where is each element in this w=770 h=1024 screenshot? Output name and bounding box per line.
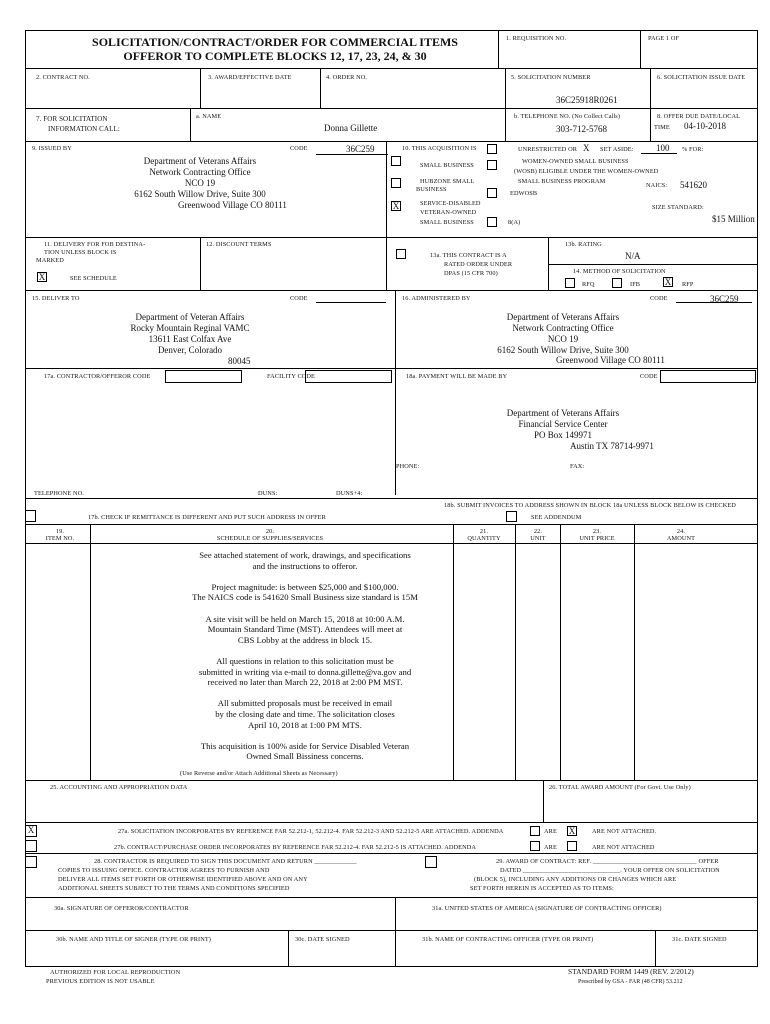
page-of-label: PAGE 1 OF xyxy=(648,35,680,42)
payment-line-1: Department of Veterans Affairs xyxy=(506,408,620,418)
info-call-label-1: 7. FOR SOLICITATION xyxy=(36,115,108,123)
acquisition-label: 10. THIS ACQUISITION IS xyxy=(402,145,477,152)
form-title-line1: SOLICITATION/CONTRACT/ORDER FOR COMMERCIAL ITEMS xyxy=(92,35,458,49)
remittance-checkbox[interactable] xyxy=(25,510,36,522)
schedule-text-line xyxy=(150,730,460,741)
sdvosb-checkbox[interactable] xyxy=(391,201,401,211)
eight-a-checkbox[interactable] xyxy=(487,217,497,227)
signature-officer-label: 31a. UNITED STATES OF AMERICA (SIGNATURE OF CONTRACTING OFFICER) xyxy=(432,905,662,912)
ifb-checkbox[interactable] xyxy=(612,278,622,288)
clause-27a-x: X xyxy=(27,825,35,835)
sdvosb-x: X xyxy=(392,201,400,211)
block-28-line-1: 28. CONTRACTOR IS REQUIRED TO SIGN THIS DOCUMENT AND RETURN _____________ xyxy=(94,858,357,865)
schedule-text-line: and the instructions to offeror. xyxy=(252,560,358,571)
telephone-no-label: TELEPHONE NO. xyxy=(34,490,84,497)
unrestricted-checkbox[interactable] xyxy=(487,144,497,154)
schedule-text-line: All submitted proposals must be received in email xyxy=(217,698,393,709)
deliver-code-label: CODE xyxy=(290,295,308,302)
admin-line-3: NCO 19 xyxy=(547,334,579,344)
footer-previous-edition: PREVIOUS EDITION IS NOT USABLE xyxy=(46,978,155,985)
col-item-num: 19. xyxy=(55,528,65,535)
rfp-label: RFP xyxy=(682,281,694,288)
block-29-line-1: 29. AWARD OF CONTRACT: REF. ________________________________ OFFER xyxy=(496,858,719,865)
administered-by-label: 16. ADMINISTERED BY xyxy=(402,295,471,302)
sdvosb-label-2: VETERAN-OWNED xyxy=(420,209,477,216)
27b-are-not-label: ARE NOT ATTACHED xyxy=(592,844,655,851)
schedule-description xyxy=(150,550,460,762)
clause-27a-label: 27a. SOLICITATION INCORPORATES BY REFERENCE FAR 52.212-1, 52.212-4. FAR 52.212-3 AND 52.212-5 ARE ATTACHED. ADDENDA xyxy=(118,828,504,835)
schedule-text-line xyxy=(150,688,460,699)
contact-name: Donna Gillette xyxy=(324,123,378,133)
delivery-label-3: MARKED xyxy=(36,257,64,264)
payment-line-4: Austin TX 78714-9971 xyxy=(570,441,654,451)
deliver-line-1: Department of Veteran Affairs xyxy=(135,312,245,322)
schedule-text-line: by the closing date and time. The solicitation closes xyxy=(215,708,395,719)
27a-are-not-label: ARE NOT ATTACHED. xyxy=(592,828,657,835)
issued-line-2: Network Contracting Office xyxy=(149,167,251,177)
signature-offeror-label: 30a. SIGNATURE OF OFFEROR/CONTRACTOR xyxy=(54,905,189,912)
payment-line-2: Financial Service Center xyxy=(518,419,608,429)
block-29-line-4: SET FORTH HEREIN IS ACCEPTED AS TO ITEMS: xyxy=(470,885,614,892)
solicitation-number-value: 36C25918R0261 xyxy=(556,95,618,105)
27a-are-not-checkbox[interactable] xyxy=(567,826,577,836)
edwosb-label: EDWOSB xyxy=(510,190,538,197)
admin-line-5: Greenwood Village CO 80111 xyxy=(556,355,665,365)
27b-are-not-checkbox[interactable] xyxy=(567,841,577,851)
method-label: 14. METHOD OF SOLICITATION xyxy=(573,268,666,275)
issued-line-1: Department of Veterans Affairs xyxy=(143,156,257,166)
duns4-label: DUNS+4: xyxy=(336,490,363,497)
solicitation-number-label: 5. SOLICITATION NUMBER xyxy=(511,74,591,81)
rating-label: 13b. RATING xyxy=(565,241,602,248)
rfp-x: X xyxy=(664,277,672,287)
rated-label-1: 13a. THIS CONTRACT IS A xyxy=(430,252,507,259)
wosb-label-2: (WOSB) ELIGIBLE UNDER THE WOMEN-OWNED xyxy=(514,168,659,175)
continuation-note: (Use Reverse and/or Attach Additional Sheets as Necessary) xyxy=(180,770,338,777)
offer-due-label: 8. OFFER DUE DATE/LOCAL xyxy=(657,113,741,120)
col-item-label: ITEM NO. xyxy=(45,535,75,542)
admin-line-1: Department of Veterans Affairs xyxy=(506,312,620,322)
eight-a-label: 8(A) xyxy=(508,219,521,226)
facility-code-label: FACILITY CODE xyxy=(267,373,315,380)
issued-by-label: 9. ISSUED BY xyxy=(32,145,72,152)
issued-line-5: Greenwood Village CO 80111 xyxy=(178,200,287,210)
deliver-line-5: 80045 xyxy=(228,356,251,366)
wosb-label-3: SMALL BUSINESS PROGRAM xyxy=(518,178,606,185)
duns-label: DUNS: xyxy=(258,490,278,497)
clause-27b-label: 27b. CONTRACT/PURCHASE ORDER INCORPORATES BY REFERENCE FAR 52.212-4. FAR 52.212-5 IS ATTACHED. ADDENDA xyxy=(114,844,477,851)
block-28-line-3: DELIVER ALL ITEMS SET FORTH OR OTHERWISE IDENTIFIED ABOVE AND ON ANY xyxy=(58,876,308,883)
order-no-label: 4. ORDER NO. xyxy=(326,74,368,81)
sdvosb-label-3: SMALL BUSINESS xyxy=(420,219,474,226)
col-amount-num: 24. xyxy=(676,528,686,535)
offer-due-value: 04-10-2018 xyxy=(684,121,726,131)
signer-name-label: 30b. NAME AND TITLE OF SIGNER (TYPE OR PRINT) xyxy=(56,936,211,943)
date-signed-31c-label: 31c. DATE SIGNED xyxy=(672,936,727,943)
schedule-text-line: See attached statement of work, drawings, and specifications xyxy=(199,550,411,560)
col-unit-price-num: 23. xyxy=(592,528,602,535)
payment-line-3: PO Box 149971 xyxy=(533,430,592,440)
issued-code-value: 36C259 xyxy=(346,144,375,154)
col-schedule-label: SCHEDULE OF SUPPLIES/SERVICES xyxy=(216,535,324,542)
footer-authorized: AUTHORIZED FOR LOCAL REPRODUCTION xyxy=(50,969,181,976)
issue-date-label: 6. SOLICITATION ISSUE DATE xyxy=(657,74,746,81)
27a-are-label: ARE xyxy=(544,828,557,835)
set-aside-x: X xyxy=(583,143,590,153)
schedule-text-line: A site visit will be held on March 15, 2018 at 10:00 A.M. xyxy=(205,613,405,624)
award-date-label: 3. AWARD/EFFECTIVE DATE xyxy=(208,74,292,81)
payment-code-label: CODE xyxy=(640,373,658,380)
accounting-label: 25. ACCOUNTING AND APPROPRIATION DATA xyxy=(50,784,188,791)
col-quantity-label: QUANTITY xyxy=(467,535,501,542)
deliver-line-4: Denver, Colorado xyxy=(157,345,223,355)
schedule-text-line: submitted in writing via e-mail to donna.gillette@va.gov and xyxy=(198,666,412,677)
form-title-line2: OFFEROR TO COMPLETE BLOCKS 12, 17, 23, 24, & 30 xyxy=(123,49,427,63)
27a-are-checkbox[interactable] xyxy=(530,826,540,836)
col-unit-price-label: UNIT PRICE xyxy=(579,535,615,542)
rated-order-checkbox[interactable] xyxy=(396,249,406,259)
size-standard-value: $15 Million xyxy=(712,214,755,224)
rating-value: N/A xyxy=(625,251,641,261)
schedule-text-line: The NAICS code is 541620 Small Business size standard is 15M xyxy=(192,592,418,603)
block-28-line-4: ADDITIONAL SHEETS SUBJECT TO THE TERMS AND CONDITIONS SPECIFIED xyxy=(58,885,290,892)
time-label: TIME xyxy=(654,124,670,131)
block-29-line-2: DATED ______________________________. YOUR OFFER ON SOLICITATION xyxy=(500,867,720,874)
rfq-checkbox[interactable] xyxy=(565,278,575,288)
schedule-text-line: This acquisition is 100% aside for Service Disabled Veteran xyxy=(200,740,410,751)
block-29-line-3: (BLOCK 5), INCLUDING ANY ADDITIONS OR CHANGES WHICH ARE xyxy=(474,876,677,883)
wosb-label-1: WOMEN-OWNED SMALL BUSINESS xyxy=(522,158,629,165)
date-signed-30c-label: 30c. DATE SIGNED xyxy=(295,936,350,943)
size-standard-label: SIZE STANDARD: xyxy=(652,204,704,211)
col-quantity-num: 21. xyxy=(479,528,489,535)
see-schedule-label: SEE SCHEDULE xyxy=(70,275,117,282)
27b-are-label: ARE xyxy=(544,844,557,851)
admin-line-4: 6162 South Willow Drive, Suite 300 xyxy=(497,345,629,355)
requisition-no-label: 1. REQUISITION NO. xyxy=(506,35,567,42)
deliver-line-3: 13611 East Colfax Ave xyxy=(148,334,232,344)
issued-line-3: NCO 19 xyxy=(184,178,216,188)
rated-label-2: RATED ORDER UNDER xyxy=(444,261,513,268)
small-business-checkbox[interactable] xyxy=(391,156,401,166)
edwosb-checkbox[interactable] xyxy=(487,188,497,198)
rfp-checkbox[interactable] xyxy=(663,277,673,287)
see-schedule-x: X xyxy=(38,272,46,282)
admin-code-label: CODE xyxy=(650,295,668,302)
schedule-text-line: Project magnitude: is between $25,000 and $100,000. xyxy=(211,581,399,592)
issued-line-4: 6162 South Willow Drive, Suite 300 xyxy=(134,189,266,199)
deliver-line-2: Rocky Mountain Reginal VAMC xyxy=(130,323,250,333)
27b-are-checkbox[interactable] xyxy=(530,841,540,851)
total-award-label: 26. TOTAL AWARD AMOUNT (For Govt. Use Only) xyxy=(549,784,691,791)
naics-label: NAICS: xyxy=(646,182,668,189)
block-28-line-2: COPIES TO ISSUING OFFICE. CONTRACTOR AGREES TO FURNISH AND xyxy=(58,867,270,874)
hubzone-label-1: HUBZONE SMALL xyxy=(420,178,475,185)
col-unit-num: 22. xyxy=(533,528,543,535)
hubzone-label-2: BUSINESS xyxy=(416,186,447,193)
small-business-label: SMALL BUSINESS xyxy=(420,162,474,169)
schedule-text-line: received no later than March 22, 2018 at 2:00 PM MST. xyxy=(207,677,403,688)
wosb-checkbox[interactable] xyxy=(487,160,497,170)
schedule-text-line xyxy=(150,571,460,582)
schedule-text-line: All questions in relation to this solicitation must be xyxy=(216,655,394,666)
hubzone-checkbox[interactable] xyxy=(391,178,401,188)
sdvosb-label-1: SERVICE-DISABLED xyxy=(420,200,481,207)
payment-label: 18a. PAYMENT WILL BE MADE BY xyxy=(406,373,508,380)
col-schedule-num: 20. xyxy=(265,528,275,535)
col-amount-label: AMOUNT xyxy=(666,535,696,542)
schedule-text-line: Owned Small Bissiness concerns. xyxy=(246,751,364,762)
contractor-label: 17a. CONTRACTOR/OFFEROR CODE xyxy=(44,373,151,380)
clause-27b-checkbox[interactable] xyxy=(25,840,37,852)
footer-prescribed: Prescribed by GSA - FAR (48 CFR) 53.212 xyxy=(578,979,683,985)
info-call-label-2: INFORMATION CALL: xyxy=(48,125,120,133)
submit-invoices-label: 18b. SUBMIT INVOICES TO ADDRESS SHOWN IN BLOCK 18a UNLESS BLOCK BELOW IS CHECKED xyxy=(444,502,736,509)
27a-are-not-x: X xyxy=(568,826,576,836)
admin-code-value: 36C259 xyxy=(710,294,739,304)
telephone-value: 303-712-5768 xyxy=(556,124,607,134)
contract-no-label: 2. CONTRACT NO. xyxy=(36,74,90,81)
naics-value: 541620 xyxy=(680,180,707,190)
block-29-checkbox[interactable] xyxy=(425,856,437,868)
set-aside-label: SET ASIDE: xyxy=(600,146,634,153)
schedule-text-line xyxy=(150,603,460,614)
rated-label-3: DPAS (15 CFR 700) xyxy=(444,270,498,277)
see-schedule-checkbox[interactable] xyxy=(37,272,47,282)
schedule-text-line xyxy=(150,645,460,656)
clause-27a-checkbox[interactable] xyxy=(25,825,37,837)
deliver-to-label: 15. DELIVER TO xyxy=(32,295,80,302)
unrestricted-label: UNRESTRICTED OR xyxy=(518,146,578,153)
block-28-checkbox[interactable] xyxy=(25,856,37,868)
percent-for-label: % FOR: xyxy=(682,146,704,153)
name-label: a. NAME xyxy=(196,113,222,120)
phone-label: PHONE: xyxy=(396,463,420,470)
footer-form-number: STANDARD FORM 1449 (REV. 2/2012) xyxy=(568,967,694,976)
schedule-text-line: April 10, 2018 at 1:00 PM MTS. xyxy=(248,719,362,730)
delivery-label-1: 11. DELIVERY FOR FOB DESTINA- xyxy=(44,241,146,248)
addendum-label: SEE ADDENDUM xyxy=(531,514,582,521)
officer-name-label: 31b. NAME OF CONTRACTING OFFICER (TYPE OR PRINT) xyxy=(422,936,594,943)
delivery-label-2: TION UNLESS BLOCK IS xyxy=(44,249,117,256)
rfq-label: RFQ xyxy=(582,281,595,288)
remittance-label: 17b. CHECK IF REMITTANCE IS DIFFERENT AND PUT SUCH ADDRESS IN OFFER xyxy=(88,514,326,521)
ifb-label: IFB xyxy=(630,281,641,288)
col-unit-label: UNIT xyxy=(530,535,546,542)
telephone-label: b. TELEPHONE NO. (No Collect Calls) xyxy=(514,113,621,120)
discount-terms-label: 12. DISCOUNT TERMS xyxy=(206,241,272,248)
issued-code-label: CODE xyxy=(290,145,308,152)
addendum-checkbox[interactable] xyxy=(506,511,517,522)
schedule-text-line: CBS Lobby at the address in block 15. xyxy=(237,634,373,645)
set-aside-percent: 100 xyxy=(656,143,670,153)
schedule-text-line: Mountain Standard Time (MST). Attendees will meet at xyxy=(207,624,403,635)
admin-line-2: Network Contracting Office xyxy=(512,323,614,333)
fax-label: FAX: xyxy=(570,463,585,470)
